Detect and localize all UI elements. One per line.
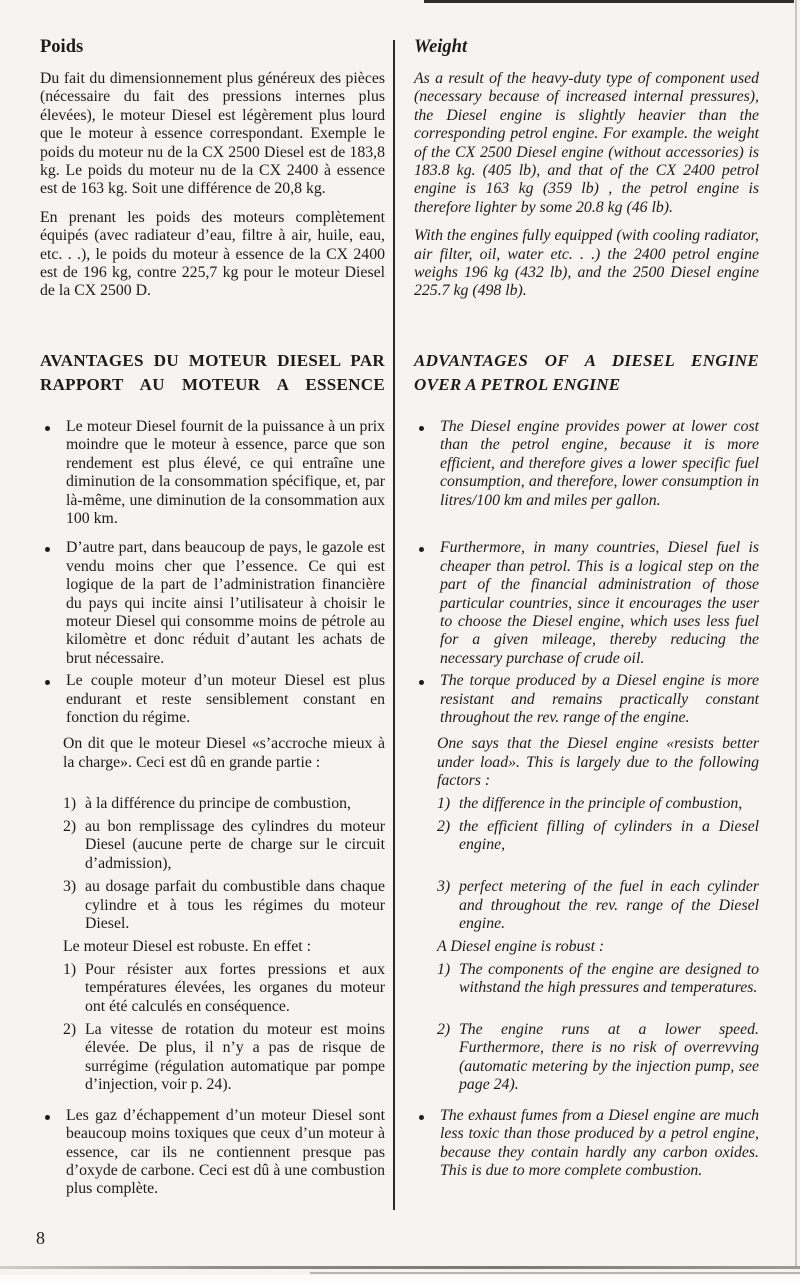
fr-load-item1: 1) à la différence du principe de combustion, (63, 794, 351, 812)
fr-weight-para1: Du fait du dimensionnement plus généreux des pièces (nécessaire du fait des pressions internes plus élevées), le moteur Diesel est légèrement plus lourd que le moteur à essence correspondant. Exemple le poids du moteur nu de la CX 2500 Diesel est de 183,8 kg. Le poids du moteur nu de la CX 2400 à essence est de 163 kg. Soit une différence de 20,8 kg. (40, 70, 385, 198)
en-bullet-power: The Diesel engine provides power at lower cost than the petrol engine, because it is more efficient, and therefore gives a lower specific fuel consumption, and therefore, lower consumption in litres/100 km and miles per gallon. (414, 418, 759, 510)
en-load-intro: One says that the Diesel engine «resists better under load». This is largely due to the following factors : (437, 735, 759, 790)
fr-load-intro: On dit que le moteur Diesel «s’accroche mieux à la charge». Ceci est dû en grande partie : (63, 735, 385, 771)
fr-weight-para2: En prenant les poids des moteurs complètement équipés (avec radiateur d’eau, filtre à air, huile, eau, etc. . .), le poids du moteur à essence de la CX 2400 est de 196 kg, contre 225,7 kg pour le moteur Diesel de la CX 2500 D. (40, 208, 385, 300)
fr-load-item3: 3) au dosage parfait du combustible dans chaque cylindre et à tous les régimes du moteur Diesel. (63, 878, 385, 933)
bottom-rule (0, 1266, 800, 1269)
bullet-icon (414, 1107, 440, 1181)
fr-robust-intro: Le moteur Diesel est robuste. En effet : (63, 938, 311, 956)
fr-robust-item2: 2) La vitesse de rotation du moteur est moins élevée. De plus, il n’y a pas de risque de surrégime (régulation automatique par pompe d’injection, voir p. 24). (63, 1021, 385, 1094)
two-column-layout (0, 36, 800, 1199)
page-number: 8 (36, 1228, 45, 1248)
en-load-item1: 1) the difference in the principle of combustion, (437, 794, 743, 812)
fr-bullet-exhaust: Les gaz d’échappement d’un moteur Diesel sont beaucoup moins toxiques que ceux d’un moteur à essence, car ils ne contiennent presque pas d’oxyde de carbone. Ceci est dû à une combustion plus complète. (40, 1107, 385, 1199)
load-item1-row (0, 795, 800, 813)
page-bottom-margin (0, 1275, 800, 1281)
fr-bullet-power: Le moteur Diesel fournit de la puissance à un prix moindre que le moteur à essence, parce que son rendement est plus élevé, ce qui entraîne une diminution de la consommation spécifique, et, par là-même, une diminution de la consommation aux 100 km. (40, 418, 385, 528)
en-weight-para2: With the engines fully equipped (with cooling radiator, air filter, oil, water etc. . .) the 2400 petrol engine weighs 196 kg (432 lb), and the 2500 Diesel engine 225.7 kg (498 lb). (414, 227, 759, 300)
french-column-weight (40, 36, 385, 301)
bullet-icon (40, 539, 66, 668)
bullet-fuel-row (0, 539, 800, 668)
fr-bullet-fuel: D’autre part, dans beaucoup de pays, le gazole est vendu moins cher que l’essence. Ce qui est logique de la part de l’administration financière du pays qui incite ainsi l’utilisateur à choisir le moteur Diesel qui consomme moins de pétrole au kilomètre et donc réduit d’autant les achats de brut nécessaire. (40, 539, 385, 668)
en-advantages-heading: ADVANTAGES OF A DIESEL ENGINE OVER A PETROL ENGINE (414, 350, 759, 394)
bullet-icon (40, 672, 66, 727)
bullet-icon (40, 1107, 66, 1199)
en-bullet-fuel: Furthermore, in many countries, Diesel fuel is cheaper than petrol. This is a logical step on the part of the financial administration of those particular countries, since it encourages the user to choose the Diesel engine, which uses less fuel for a given mileage, thereby reducing the necessary purchase of crude oil. (414, 539, 759, 668)
en-load-item2: 2) the efficient filling of cylinders in a Diesel engine, (437, 818, 759, 854)
fr-load-item2: 2) au bon remplissage des cylindres du moteur Diesel (aucune perte de charge sur le circuit d’admission), (63, 818, 385, 872)
top-rule (424, 0, 794, 3)
bottom-rule-echo (310, 1272, 800, 1274)
bullet-icon (40, 418, 66, 528)
bullet-icon (414, 539, 440, 668)
bullet-torque-row (0, 672, 800, 727)
fr-weight-heading: Poids (40, 37, 84, 57)
fr-robust-item1: 1) Pour résister aux fortes pressions et aux températures élevées, les organes du moteur ont été calculés en conséquence. (63, 960, 385, 1015)
bullet-icon (414, 418, 440, 510)
bullet-exhaust-row (0, 1107, 800, 1199)
en-weight-para1: As a result of the heavy-duty type of component used (necessary because of increased internal pressures), the Diesel engine is slightly heavier than the corresponding petrol engine. For example. the weight of the CX 2500 Diesel engine (without accessories) is 183.8 kg. (405 lb), and that of the CX 2400 petrol engine is 163 kg (359 lb) , the petrol engine is therefore lighter by some 20.8 kg (46 lb). (414, 70, 759, 216)
robust-item2-row (0, 1021, 800, 1095)
english-column-weight (414, 36, 759, 301)
en-weight-heading: Weight (414, 37, 468, 57)
fr-advantages-heading: AVANTAGES DU MOTEUR DIESEL PAR RAPPORT AU MOTEUR A ESSENCE (40, 350, 385, 394)
en-robust-intro: A Diesel engine is robust : (437, 938, 605, 956)
load-item3-row (0, 878, 800, 933)
en-robust-item1: 1) The components of the engine are designed to withstand the high pressures and temperatures. (437, 960, 759, 997)
load-intro-row (0, 735, 800, 790)
robust-intro-row (0, 938, 800, 956)
en-load-item3: 3) perfect metering of the fuel in each cylinder and throughout the rev. range of the Diesel engine. (437, 878, 759, 933)
fr-bullet-torque: Le couple moteur d’un moteur Diesel est plus endurant et reste sensiblement constant en fonction du régime. (40, 672, 385, 727)
en-bullet-torque: The torque produced by a Diesel engine is more resistant and remains practically constant throughout the rev. range of the engine. (414, 672, 759, 727)
bullet-icon (414, 672, 440, 727)
load-item2-row (0, 818, 800, 873)
en-robust-item2: 2) The engine runs at a lower speed. Furthermore, there is no risk of overrevving (automatic metering by the injection pump, see page 24). (437, 1021, 759, 1094)
weight-section-row (0, 36, 800, 301)
en-bullet-exhaust: The exhaust fumes from a Diesel engine are much less toxic than those produced by a petrol engine, because they contain hardly any carbon oxides. This is due to more complete combustion. (414, 1107, 759, 1181)
advantages-heading-row (0, 349, 800, 397)
robust-item1-row (0, 961, 800, 1016)
bullet-power-row (0, 418, 800, 528)
